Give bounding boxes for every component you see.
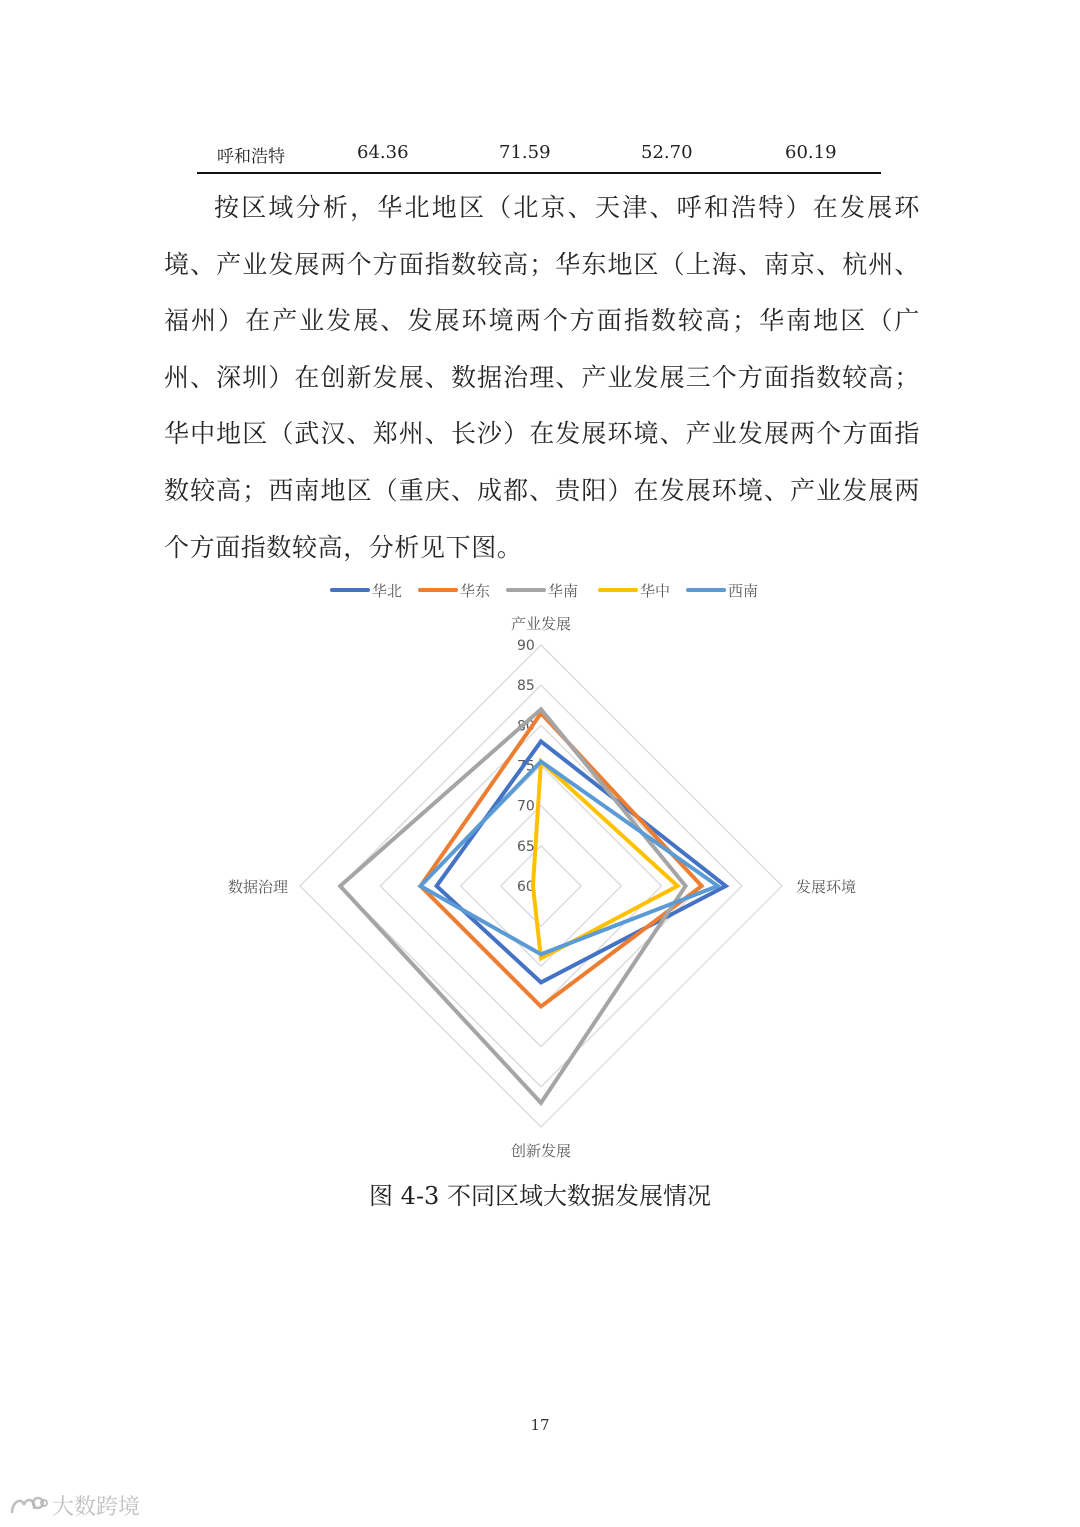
figure-caption: 图 4-3 不同区域大数据发展情况 [369,1182,711,1210]
legend-item [598,578,670,602]
legend-swatch [418,588,458,592]
body-paragraph: 按区域分析，华北地区（北京、天津、呼和浩特）在发展环境、产业发展两个方面指数较高；华东地区（上海、南京、杭州、福州）在产业发展、发展环境两个方面指数较高；华南地区（广州、深圳）在创新发展、数据治理、产业发展三个方面指数较高；华中地区（武汉、郑州、长沙）在发展环境、产业发展两个方面指数较高；西南地区（重庆、成都、贵阳）在发展环境、产业发展两个方面指数较高，分析见下图。 [164,193,920,562]
radar-gridline [340,685,742,1087]
legend-label: 华南 [548,581,579,600]
legend-swatch [506,588,546,592]
table-row [197,138,881,174]
radar-axis-label: 产业发展 [510,615,572,633]
radar-tick-label: 75 [517,758,535,775]
table-cell-value-4: 60.19 [785,142,837,163]
radar-series-华南 [340,709,685,1103]
watermark-text: 大数跨境 [52,1495,141,1520]
legend-swatch [598,588,638,592]
legend-swatch [330,588,370,592]
table-cell-value-2: 71.59 [499,142,551,163]
radar-axis-label: 发展环境 [796,878,857,896]
page-number: 17 [530,1416,550,1434]
table-cell-value-3: 52.70 [641,142,693,163]
radar-tick-label: 70 [517,798,535,815]
legend-item [418,578,490,602]
radar-tick-label: 85 [517,678,535,695]
table-cell-city: 呼和浩特 [217,147,285,167]
radar-gridline [300,645,782,1127]
watermark [8,1490,140,1521]
radar-tick-label: 80 [517,718,535,735]
legend-label: 华东 [460,581,491,600]
radar-axis-label: 数据治理 [227,878,288,896]
legend-label: 华中 [640,581,671,600]
legend-item [330,578,402,602]
legend-label: 西南 [728,581,759,600]
radar-tick-label: 90 [517,638,535,654]
radar-gridline [501,846,581,926]
chart-legend [0,578,1080,602]
legend-label: 华北 [372,581,403,600]
radar-tick-label: 60 [517,879,535,895]
legend-item [686,578,758,602]
radar-axis-label: 创新发展 [510,1142,572,1160]
watermark-logo-icon [8,1493,48,1519]
legend-swatch [686,588,726,592]
legend-item [506,578,578,602]
table-cell-value-1: 64.36 [357,142,409,163]
radar-chart [0,600,1080,1170]
radar-tick-label: 65 [517,838,535,855]
